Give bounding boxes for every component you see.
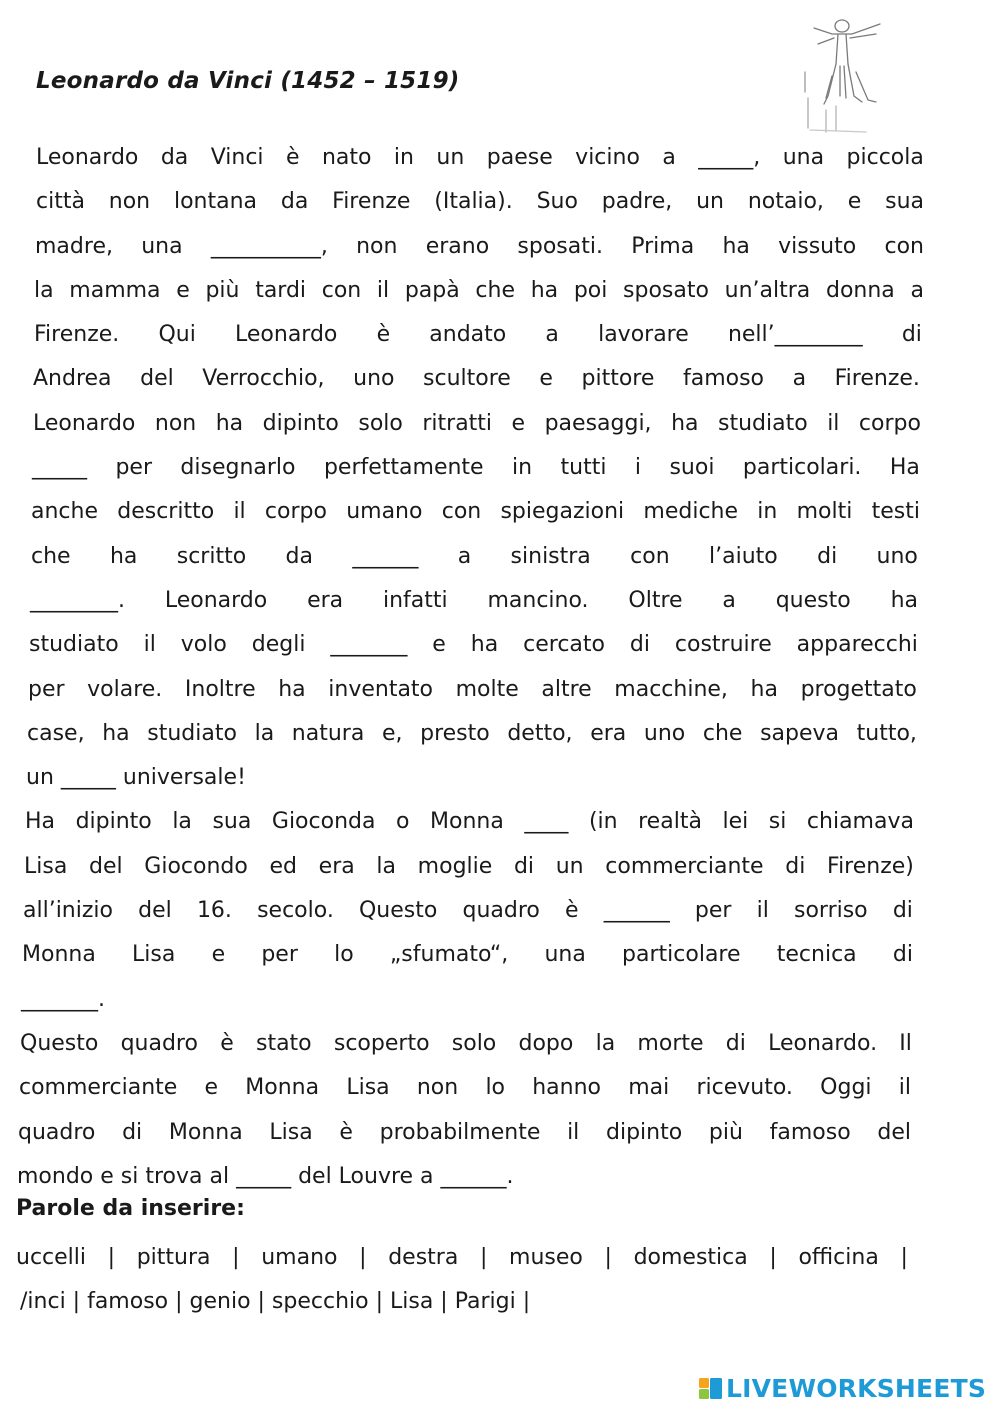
passage-line-9: anche descritto il corpo umano con spiegazioni mediche in molti testi — [31, 499, 920, 525]
passage-line-1: Leonardo da Vinci è nato in un paese vicino a _____, una piccola — [36, 145, 924, 170]
passage-line-17: Lisa del Giocondo ed era la moglie di un commerciante di Firenze) — [24, 853, 914, 879]
passage-line-7: Leonardo non ha dipinto solo ritratti e paesaggi, ha studiato il corpo — [33, 410, 921, 436]
passage-line-18: all’inizio del 16. secolo. Questo quadro è ______ per il sorriso di — [23, 898, 913, 924]
passage-line-22: commerciante e Monna Lisa non lo hanno mai ricevuto. Oggi il — [19, 1075, 911, 1101]
passage-line-4: la mamma e più tardi con il papà che ha poi sposato un’altra donna a — [34, 277, 924, 303]
reading-passage — [0, 136, 1000, 1199]
passage-line-13: per volare. Inoltre ha inventato molte altre macchine, ha progettato — [28, 676, 917, 702]
word-bank — [0, 1236, 1000, 1324]
liveworksheets-logo-icon — [698, 1375, 724, 1401]
passage-line-14: case, ha studiato la natura e, presto detto, era uno che sapeva tutto, — [27, 720, 917, 746]
vitruvian-man-sketch — [796, 10, 902, 138]
liveworksheets-brand: LIVEWORKSHEETS — [726, 1373, 987, 1403]
passage-line-5: Firenze. Qui Leonardo è andato a lavorare nell’________ di — [34, 322, 922, 348]
passage-line-11: ________. Leonardo era infatti mancino. Oltre a questo ha — [30, 587, 918, 613]
passage-line-21: Questo quadro è stato scoperto solo dopo la morte di Leonardo. Il — [20, 1030, 912, 1056]
passage-line-12: studiato il volo degli _______ e ha cercato di costruire apparecchi — [29, 632, 918, 658]
passage-line-6: Andrea del Verrocchio, uno scultore e pittore famoso a Firenze. — [33, 366, 920, 392]
passage-line-3: madre, una __________, non erano sposati. Prima ha vissuto con — [35, 233, 924, 259]
word-bank-heading: Parole da inserire: — [16, 1196, 245, 1221]
worksheet-title: Leonardo da Vinci (1452 – 1519) — [36, 68, 460, 94]
passage-line-2: città non lontana da Firenze (Italia). Suo padre, un notaio, e sua — [36, 189, 924, 215]
passage-line-19: Monna Lisa e per lo „sfumato“, una particolare tecnica di — [22, 942, 913, 968]
passage-line-8: _____ per disegnarlo perfettamente in tutti i suoi particolari. Ha — [32, 455, 920, 481]
passage-line-15: un _____ universale! — [26, 765, 246, 791]
passage-line-24: mondo e si trova al _____ del Louvre a ______. — [17, 1163, 514, 1189]
passage-line-23: quadro di Monna Lisa è probabilmente il dipinto più famoso del — [18, 1119, 911, 1145]
word-bank-line-1: uccelli | pittura | umano | destra | museo | domestica | officina | — [16, 1245, 908, 1270]
liveworksheets-footer[interactable] — [698, 1373, 986, 1403]
passage-line-20: _______. — [21, 986, 105, 1012]
passage-line-10: che ha scritto da ______ a sinistra con l’aiuto di uno — [31, 543, 918, 569]
word-bank-line-2: /inci | famoso | genio | specchio | Lisa | Parigi | — [20, 1289, 531, 1314]
passage-line-16: Ha dipinto la sua Gioconda o Monna ____ (in realtà lei si chiamava — [25, 809, 914, 835]
